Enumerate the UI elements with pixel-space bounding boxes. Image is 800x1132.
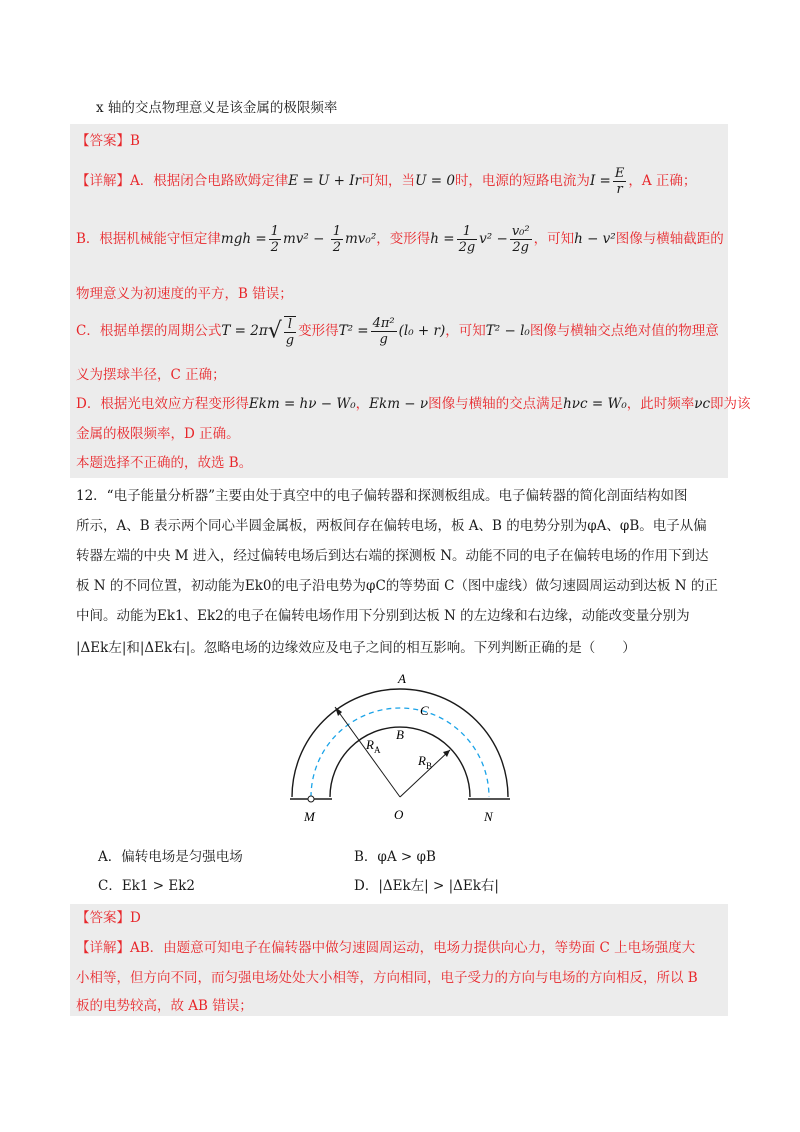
label-o: O xyxy=(394,807,404,822)
photoelectric-eq: Ekm = hν − W₀ xyxy=(248,396,356,412)
t-squared: T² = xyxy=(338,323,369,339)
detail-a-text3: 时，电源的短路电流为 xyxy=(454,173,590,189)
detail-a-text: A．根据闭合电路欧姆定律 xyxy=(130,173,289,189)
period-formula: T = 2π xyxy=(221,323,268,339)
detail-b-text: B．根据机械能守恒定律 xyxy=(76,231,221,247)
mv02: mv₀² xyxy=(344,231,377,247)
detail-c-line2: 义为摆球半径，C 正确； xyxy=(76,367,226,383)
detail-c-text: C．根据单摆的周期公式 xyxy=(76,323,222,339)
detail-ab-line2: 小相等，但方向不同，而匀强电场处处大小相等，方向相同，电子受力的方向与电场的方向相反，所以 B xyxy=(76,970,698,986)
detail-a-end: ，A 正确； xyxy=(628,173,697,189)
mv2: mv² xyxy=(282,231,309,247)
detail-d-text3: ，此时频率 xyxy=(626,396,695,412)
plate-a-arc xyxy=(292,689,508,797)
detail-c-text2: 变形得 xyxy=(298,323,339,339)
detail-a xyxy=(76,166,696,197)
detail-c xyxy=(76,314,719,349)
short-current: I = xyxy=(589,173,611,189)
detail-tag: 【详解】 xyxy=(76,173,130,189)
frac-4pi2-g: $\frac{\text{4π²}}{g}$ xyxy=(372,316,395,347)
label-rb: $R_B$ xyxy=(418,753,432,771)
detail-c-text3: ，可知 xyxy=(445,323,486,339)
sqrt-l-g: $\frac{l}{g}$ xyxy=(285,316,295,348)
option-b: B．φA > φB xyxy=(354,849,436,865)
frac-1-2g: $\frac{1}{2g}$ xyxy=(458,224,476,255)
detail-c-text4: 图像与横轴交点绝对值的物理意 xyxy=(529,323,719,339)
frac-v02-2g: $\frac{\text{v₀²}}{2g}$ xyxy=(511,224,530,255)
minus: − xyxy=(313,231,325,247)
q12-line4: 板 N 的不同位置，初动能为Ek0的电子沿电势为φC的等势面 C（图中虚线）做匀速圆周运动到达板 N 的正 xyxy=(76,578,718,594)
detail-ab-line3: 板的电势较高，故 AB 错误； xyxy=(76,998,253,1014)
mgh: mgh = xyxy=(220,231,267,247)
detail-d-line2: 金属的极限频率，D 正确。 xyxy=(76,426,240,442)
comma: ， xyxy=(355,396,370,412)
half-1: $\frac{1}{2}$ xyxy=(270,224,279,255)
detail-b-text3: ，可知 xyxy=(533,231,575,247)
label-c: C xyxy=(420,703,429,718)
v2: v² − xyxy=(479,231,508,247)
radius-a xyxy=(335,707,400,797)
detail-d-text2: 图像与横轴的交点满足 xyxy=(428,396,564,412)
equipotential-c-arc xyxy=(311,708,489,797)
l0-plus-r: (l₀ + r) xyxy=(398,323,446,339)
hvc-eq: hνc = W₀ xyxy=(563,396,627,412)
q12-line5: 中间。动能为Ek1、Ek2的电子在偏转电场作用下分别到达板 N 的左边缘和右边缘，动能改变量分别为 xyxy=(76,608,690,624)
h-v2: h − v² xyxy=(574,231,616,247)
t2-l0: T² − l₀ xyxy=(485,323,530,339)
option-a: A．偏转电场是匀强电场 xyxy=(98,849,243,865)
q12-line2: 所示，A、B 表示两个同心半圆金属板，两板间存在偏转电场，板 A、B 的电势分别为φA、φB。电子从偏 xyxy=(76,518,707,534)
ekm-v: Ekm − ν xyxy=(369,396,429,412)
q12-line3: 转器左端的中央 M 进入，经过偏转电场后到达右端的探测板 N。动能不同的电子在偏转电场的作用下到达 xyxy=(76,548,709,564)
detail-tag-2: 【详解】 xyxy=(76,940,130,956)
ab-text1: AB．由题意可知电子在偏转器中做匀速圆周运动，电场力提供向心力，等势面 C 上电场强度大 xyxy=(130,940,696,956)
answer-2: 【答案】D xyxy=(76,910,141,926)
detail-b-text2: ，变形得 xyxy=(376,231,431,247)
entry-point-m xyxy=(308,796,314,802)
vc: νc xyxy=(694,396,711,412)
label-n: N xyxy=(484,809,493,824)
half-2: $\frac{1}{2}$ xyxy=(332,224,341,255)
fraction-e-r: $\frac{E}{r}$ xyxy=(614,166,625,197)
deflector-diagram xyxy=(280,665,520,825)
detail-b xyxy=(76,222,724,256)
u-zero: U = 0 xyxy=(415,173,455,189)
label-a: A xyxy=(398,671,406,686)
detail-b-line2: 物理意义为初速度的平方，B 错误； xyxy=(76,286,293,302)
q12-line1: 12．“电子能量分析器”主要由处于真空中的电子偏转器和探测板组成。电子偏转器的简化剖面结构如图 xyxy=(76,488,688,504)
detail-d-text: D．根据光电效应方程变形得 xyxy=(76,396,249,412)
label-b: B xyxy=(396,727,404,742)
option-c: C．Ek1 > Ek2 xyxy=(98,878,195,894)
detail-ab-line1 xyxy=(76,938,695,958)
label-ra: $R_A$ xyxy=(366,737,381,755)
conclusion: 本题选择不正确的，故选 B。 xyxy=(76,455,253,471)
sqrt-sign: √ xyxy=(267,318,282,344)
detail-a-text2: 可知，当 xyxy=(361,173,416,189)
option-d: D．|ΔEk左| > |ΔEk右| xyxy=(354,878,499,894)
detail-b-text4: 图像与横轴截距的 xyxy=(615,231,724,247)
label-m: M xyxy=(304,809,315,824)
answer-1: 【答案】B xyxy=(76,133,140,149)
ohm-equation: E = U + Ir xyxy=(288,173,362,189)
h-eq: h = xyxy=(430,231,455,247)
top-line: x 轴的交点物理意义是该金属的极限频率 xyxy=(96,100,338,116)
detail-d xyxy=(76,394,751,414)
detail-d-text4: 即为该 xyxy=(710,396,751,412)
q12-line6: |ΔEk左|和|ΔEk右|。忽略电场的边缘效应及电子之间的相互影响。下列判断正确的是（ ） xyxy=(76,640,636,656)
